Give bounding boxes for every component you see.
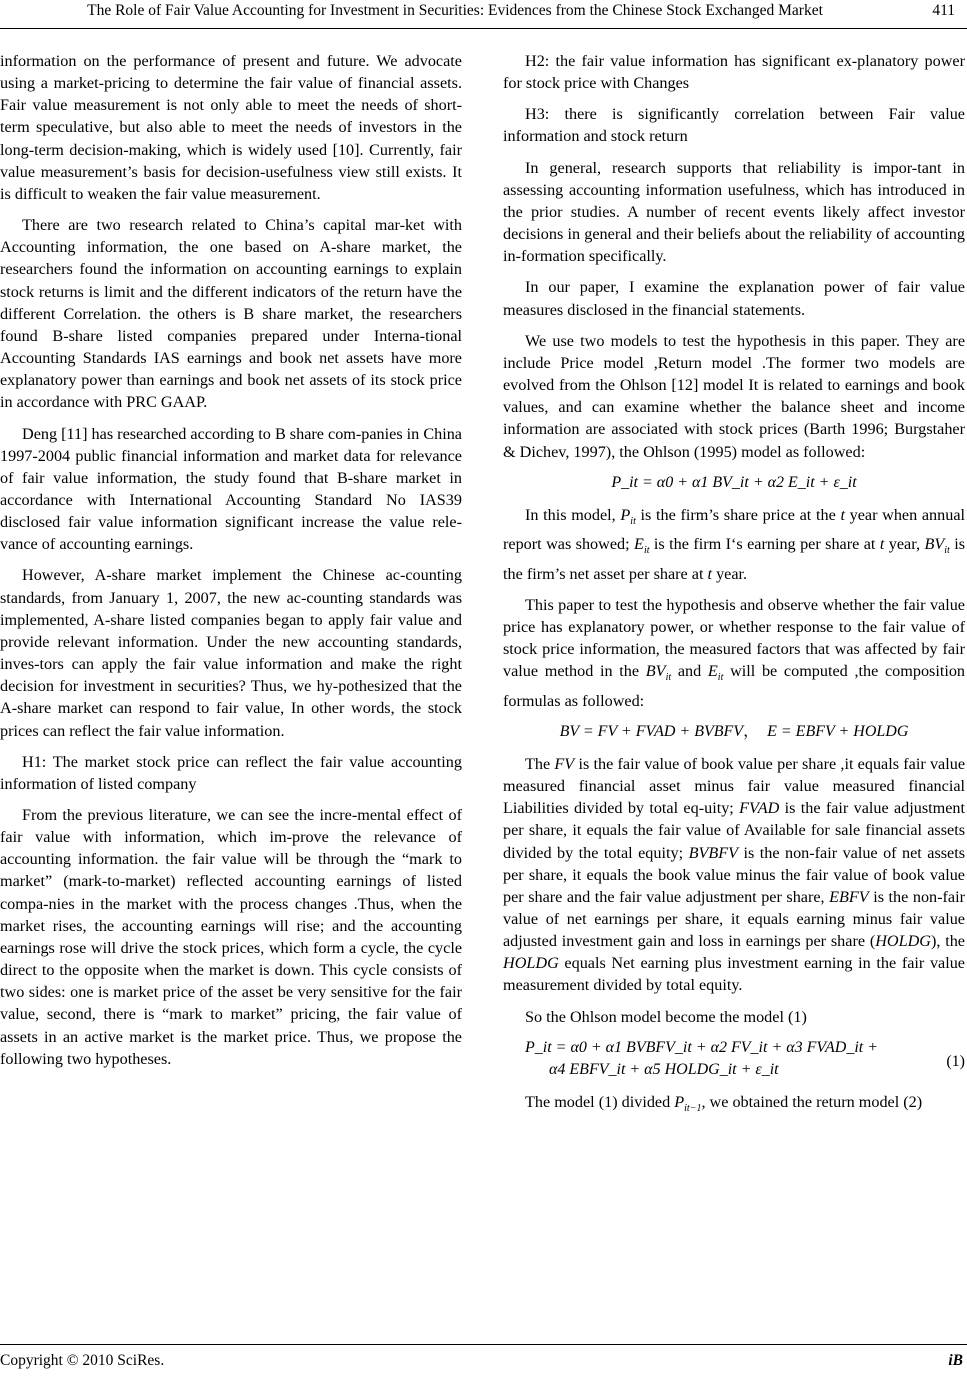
var-fv: FV bbox=[554, 754, 575, 773]
text: ), the bbox=[930, 932, 965, 951]
text: is the fair value of book value per share ,it equals fair value measured financial asset minus fair value measured financial Liabilities divided by total eq-uity; bbox=[503, 754, 966, 818]
paragraph: Deng [11] has researched according to B share com-panies in China 1997-2004 public financial information and market data for relevance of fair value information, the study found that B-share market in accordance with International Accounting Standard No IAS39 disclosed fair value information significant increase the value rele-vance of accounting earnings. bbox=[0, 424, 462, 554]
text: The model (1) divided bbox=[525, 1093, 671, 1112]
text: In this model, bbox=[525, 505, 616, 524]
paragraph-composition bbox=[503, 594, 965, 712]
var-t: t bbox=[879, 535, 885, 554]
paragraph: From the previous literature, we can see the incre-mental effect of fair value with information, which im-prove the relevance of accounting information. the fair value will be through the “mark to market” (mark-to-market) reflected accounting earnings of listed compa-nies in the market with the process changes .Thus, when the market rises, the accounting earnings will rise; and the accounting earnings rose will drive the stock prices, which form a cycle, the cycle direct to the opposite when the market is down. This cycle consists of two sides: one is market price of the asset be very sensitive for the fair value, second, there is “mark to market” pricing, the fair value of assets in an active market is the market price. Thus, we propose the following two hypotheses. bbox=[0, 806, 462, 1068]
paragraph: We use two models to test the hypothesis in this paper. They are include Price model ,Return model .The former two models are evolved from the Ohlson [12] model It is related to earnings and book values, and can examine whether the balance sheet and income information are associated with stock prices (Barth 1996; Burgstaher & Dichev, 1997), the Ohlson (1995) model as followed: bbox=[503, 331, 965, 461]
var-t: t bbox=[840, 505, 845, 524]
text: is the non-fair value of net assets per share, it equals the book value minus the fair value of book value per share and the fair value adjustment per share, bbox=[503, 843, 966, 906]
hypothesis-h3: H3: there is significantly correlation between Fair value information and stock return bbox=[503, 105, 965, 146]
text: year when annual report was showed; bbox=[503, 505, 966, 554]
equation-model-1 bbox=[503, 1037, 965, 1081]
hypothesis-h2: H2: the fair value information has significant ex-planatory power for stock price with Changes bbox=[503, 52, 965, 93]
paragraph: However, A-share market implement the Chinese ac-counting standards, from January 1, 2007, the new ac-counting standards was implemented, A-share listed companies began to apply fair value and provide relevant information. Under the new accounting standards, inves-tors can apply the fair value information and make the right decision for investment in securities? Thus, we hy-pothesized that the A-share market can respond to fair value, In other words, the stock prices can reflect the fair value information. bbox=[0, 566, 462, 740]
var-bvbfv: BVBFV bbox=[688, 843, 739, 862]
var-bv-it: $BV_{it}$ bbox=[924, 535, 950, 557]
page-header bbox=[0, 2, 967, 24]
text: and bbox=[677, 662, 702, 681]
text: is the fair value adjustment per share, it equals the fair value of Available for sale financial assets divided by the total equity; bbox=[503, 799, 966, 862]
text: is the firm’s net asset per share at bbox=[503, 535, 966, 583]
var-t: t bbox=[707, 564, 713, 583]
var-ebfv: EBFV bbox=[829, 887, 869, 906]
text: The bbox=[525, 754, 551, 773]
equation-ohlson bbox=[503, 472, 965, 494]
paragraph-return-model bbox=[503, 1091, 965, 1120]
text: is the firm I‘s earning per share at bbox=[653, 535, 876, 554]
footer-rule bbox=[0, 1344, 967, 1345]
paragraph: There are two research related to China’s capital mar-ket with Accounting information, the one based on A-share market, the researchers found the information on accounting earnings to explain stock returns is limit and the different indicators of the return have the different Correlation. the others is B share market, the researchers found B-share listed companies prepared under Interna-tional Accounting Standards IAS earnings and book net assets have more explanatory power than earnings and book net assets of its stock price in accordance with PRC GAAP. bbox=[0, 216, 462, 412]
text: year, bbox=[888, 535, 921, 554]
paragraph: In general, research supports that reliability is impor-tant in assessing accounting information usefulness, which has introduced in the prior studies. A number of recent events likely affect investor decisions in general and their beliefs about the reliability of accounting in-formation specifically. bbox=[503, 158, 965, 266]
paragraph-definitions bbox=[503, 753, 965, 997]
var-holdg: HOLDG bbox=[503, 954, 559, 973]
var-fvad: FVAD bbox=[739, 799, 780, 818]
equation-separator: ， bbox=[743, 722, 760, 740]
header-rule bbox=[0, 28, 967, 29]
text: is the non-fair value of net earnings per share, it equals earning minus fair value adjusted investment gain and loss in earnings per share ( bbox=[503, 887, 965, 951]
text: will be computed ,the composition formulas as followed: bbox=[503, 662, 966, 710]
hypothesis-h1: H1: The market stock price can reflect the fair value accounting information of listed company bbox=[0, 752, 462, 793]
var-p-it: $P_{it}$ bbox=[620, 505, 636, 528]
equation-composition bbox=[503, 721, 965, 743]
text: , we obtained the return model (2) bbox=[701, 1093, 923, 1112]
paragraph: In our paper, I examine the explanation power of fair value measures disclosed in the financial statements. bbox=[503, 278, 965, 319]
equation-ohlson-text: P_it = α0 + α1 BV_it + α2 E_it + ε_it bbox=[611, 473, 857, 491]
text: equals Net earning plus investment earning in the fair value measurement divided by total equity. bbox=[503, 954, 965, 995]
text: is the firm’s share price at the bbox=[640, 505, 836, 524]
text: year. bbox=[716, 564, 748, 583]
equation-bv: BV = FV + FVAD + BVBFV bbox=[559, 722, 744, 740]
equation-number: (1) bbox=[946, 1052, 965, 1070]
equation-e: E = EBFV + HOLDG bbox=[767, 722, 909, 740]
equation-line: α4 EBFV_it + α5 HOLDG_it + ε_it bbox=[549, 1060, 779, 1078]
page-number: 411 bbox=[932, 2, 955, 19]
paragraph: information on the performance of present and future. We advocate using a market-pricing to determine the fair value of financial assets. Fair value measurement is not only able to meet the needs of short-term speculative, but also able to meet the needs of investors in the long-term decision-making, which is widely used [10]. Currently, fair value measurement’s basis for decision-usefulness view still exists. It is difficult to weaken the fair value measurement. bbox=[0, 52, 462, 203]
equation-line: P_it = α0 + α1 BVBFV_it + α2 FV_it + α3 FVAD_it + bbox=[525, 1038, 879, 1056]
var-e-it: $E_{it}$ bbox=[707, 662, 724, 684]
journal-abbrev: iB bbox=[948, 1352, 963, 1369]
paragraph: So the Ohlson model become the model (1) bbox=[525, 1007, 807, 1026]
var-bv-it: $BV_{it}$ bbox=[645, 662, 672, 684]
var-p-it-1: $P_{it-1}$ bbox=[674, 1093, 702, 1115]
copyright: Copyright © 2010 SciRes. bbox=[0, 1352, 165, 1369]
paragraph-model-vars bbox=[503, 504, 965, 585]
var-e-it: $E_{it}$ bbox=[634, 535, 650, 557]
left-column bbox=[0, 50, 462, 1079]
right-column bbox=[503, 50, 965, 1130]
text: This paper to test the hypothesis and observe whether the fair value price has explanatory power, or whether response to the fair value of stock price information, the measured factors that was affected by fair value method in the bbox=[503, 595, 965, 681]
running-title: The Role of Fair Value Accounting for Investment in Securities: Evidences from the Chinese Stock Exchanged Market bbox=[87, 2, 823, 19]
var-holdg: HOLDG bbox=[875, 932, 931, 951]
